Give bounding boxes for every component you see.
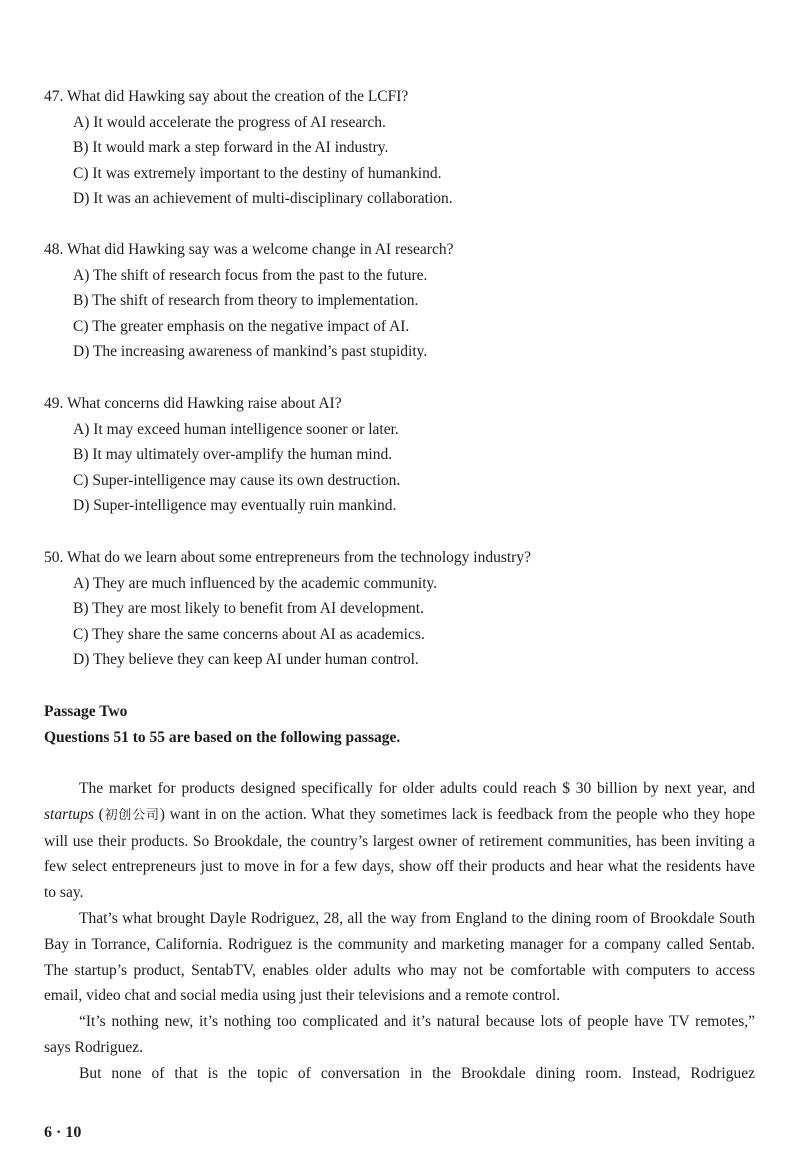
paragraph-2: That’s what brought Dayle Rodriguez, 28, all the way from England to the dining room of Brookdale South Bay in Torrance, California. Rodriguez is the community and marketing manager for a company called Sentab. The startup’s product, SentabTV, enables older adults who may not be comfortable with computers to access email, video chat and social media using just their televisions and a remote control. (44, 909, 755, 1005)
glossed-term: startups (44, 805, 94, 823)
passage-body (44, 776, 755, 1087)
passage-title: Passage Two (44, 703, 128, 720)
option-b: B) The shift of research from theory to implementation. (73, 292, 419, 310)
option-a: A) It may exceed human intelligence sooner or later. (73, 420, 399, 438)
question-47 (44, 84, 764, 212)
question-50 (44, 545, 764, 673)
option-c: C) Super-intelligence may cause its own destruction. (73, 471, 401, 489)
option-b: B) It would mark a step forward in the AI industry. (73, 139, 389, 157)
p1-text-before: The market for products designed specifically for older adults could reach $ 30 billion by next year, and (79, 780, 755, 797)
option-c: C) The greater emphasis on the negative impact of AI. (73, 317, 410, 335)
page-number: 6 · 10 (44, 1124, 82, 1141)
question-stem: 49. What concerns did Hawking raise about AI? (44, 395, 342, 412)
option-b: B) They are most likely to benefit from AI development. (73, 600, 424, 618)
option-d: D) It was an achievement of multi-disciplinary collaboration. (73, 190, 453, 208)
question-stem: 50. What do we learn about some entrepreneurs from the technology industry? (44, 549, 531, 566)
paragraph-1 (44, 776, 755, 906)
option-b: B) It may ultimately over-amplify the human mind. (73, 446, 393, 464)
paragraph-4: But none of that is the topic of conversation in the Brookdale dining room. Instead, Rodriguez (79, 1064, 755, 1082)
chinese-gloss: 初创公司 (103, 807, 160, 823)
option-d: D) The increasing awareness of mankind’s past stupidity. (73, 343, 428, 361)
option-c: C) They share the same concerns about AI as academics. (73, 625, 425, 643)
gloss-open: ( (93, 805, 104, 823)
question-stem: 48. What did Hawking say was a welcome change in AI research? (44, 241, 454, 258)
gloss-close: ) (159, 805, 165, 823)
option-a: A) They are much influenced by the academic community. (73, 574, 438, 592)
p1-text-after: want in on the action. What they sometimes lack is feedback from the people who they hope will use their products. So Brookdale, the country’s largest owner of retirement communities, has been inviting a few select entrepreneurs just to move in for a few days, show off their products and hear what the residents have to say. (44, 805, 755, 902)
option-c: C) It was extremely important to the destiny of humankind. (73, 164, 442, 182)
option-a: A) The shift of research focus from the past to the future. (73, 266, 428, 284)
option-d: D) Super-intelligence may eventually ruin mankind. (73, 497, 397, 515)
option-a: A) It would accelerate the progress of AI research. (73, 113, 386, 131)
passage-instruction: Questions 51 to 55 are based on the following passage. (44, 729, 401, 746)
question-48 (44, 237, 764, 365)
paragraph-3: “It’s nothing new, it’s nothing too complicated and it’s natural because lots of people have TV remotes,” says Rodriguez. (44, 1013, 755, 1056)
question-stem: 47. What did Hawking say about the creation of the LCFI? (44, 88, 409, 105)
option-d: D) They believe they can keep AI under human control. (73, 651, 419, 669)
question-49 (44, 391, 764, 519)
